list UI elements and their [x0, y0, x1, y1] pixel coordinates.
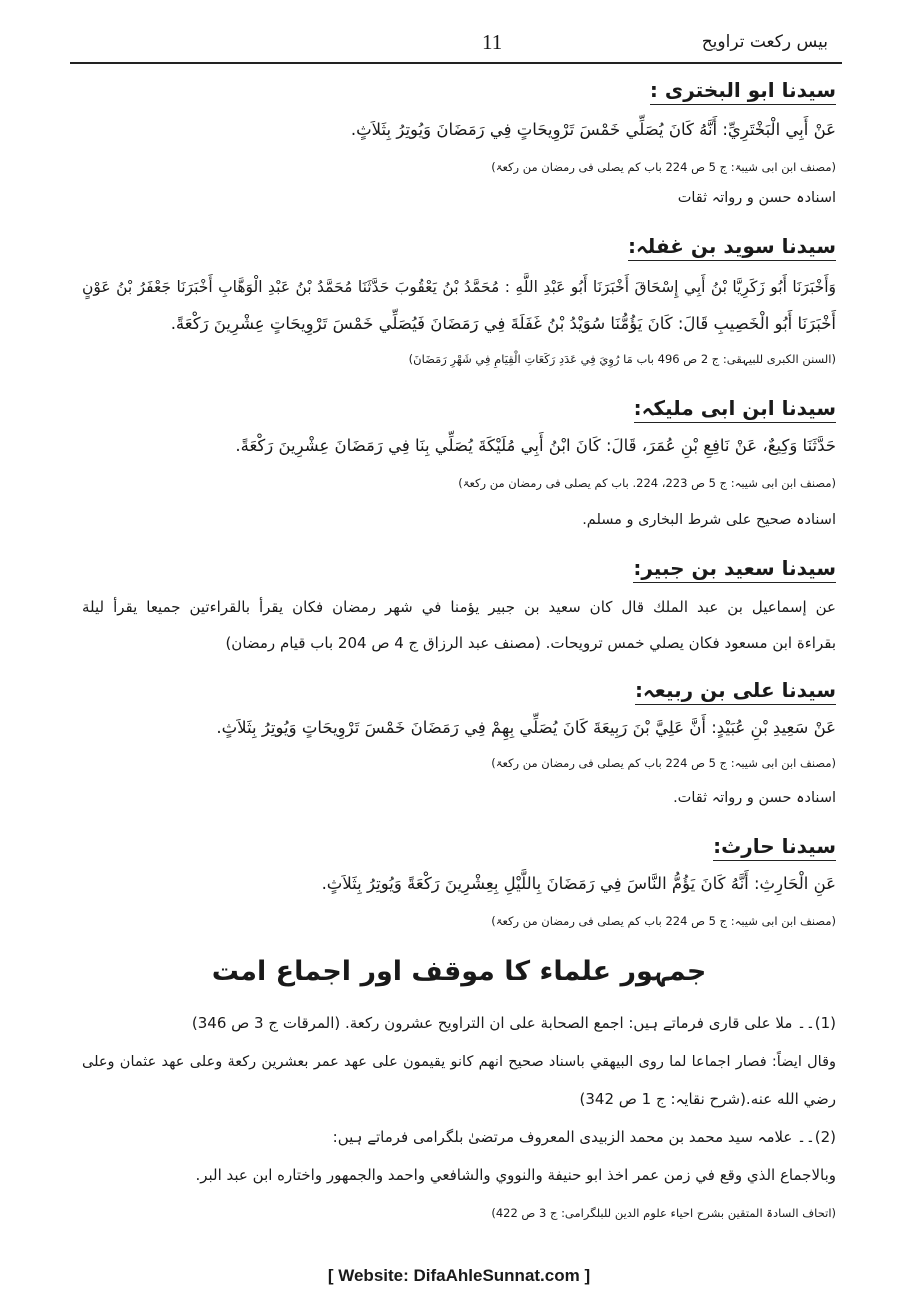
hadith-ali-rabia: عَنْ سَعِيدِ بْنِ عُبَيْدٍ: أَنَّ عَلِيَّ بْنَ رَبِيعَةَ كَانَ يُصَلِّي بِهِمْ فِي رَمَضَانَ خَمْسَ تَرْوِيحَاتٍ وَيُوتِرُ بِثَلاَثٍ. — [216, 718, 836, 737]
section-title-consensus: جمہور علماء کا موقف اور اجماع امت — [211, 956, 707, 987]
hadith-harith: عَنِ الْحَارِثِ: أَنَّهُ كَانَ يَؤُمُّ النَّاسَ فِي رَمَضَانَ بِاللَّيْلِ بِعِشْرِينَ رَكْعَةً وَيُوتِرُ بِثَلاَثٍ. — [321, 874, 836, 893]
consensus-item-2: (2)۔۔ علامہ سید محمد بن محمد الزبیدی المعروف مرتضیٰ بلگرامی فرماتے ہیں: — [332, 1128, 836, 1146]
consensus-item-1b-line1: وقال ايضاً: فصار اجماعا لما روى البيهقي باسناد صحيح انهم كانو يقيمون على عهد عمر بعشرين ركعة وعلى عهد عثمان وعلى — [82, 1054, 836, 1070]
reference-abi-mulaika: (مصنف ابن ابی شیبہ: ج 5 ص 223، 224. باب کم یصلی فی رمضان من رکعۃ) — [458, 476, 836, 490]
hadith-bukhtari: عَنْ أَبِي الْبَخْتَرِيِّ: أَنَّهُ كَانَ يُصَلِّي خَمْسَ تَرْوِيحَاتٍ فِي رَمَضَانَ وَيُوتِرُ بِثَلاَثٍ. — [350, 120, 836, 139]
athar-saeed-line2: بقراءة ابن مسعود فكان يصلي خمس ترويحات. (مصنف عبد الرزاق ج 4 ص 204 باب قیام رمضان) — [225, 634, 836, 652]
athar-saeed-line1: عن إسماعيل بن عبد الملك قال كان سعيد بن جبير يؤمنا في شهر رمضان فكان يقرأ بالقراءتين جميعا يقرأ ليلة — [82, 598, 836, 616]
grading-bukhtari: اسنادہ حسن و رواتہ ثقات — [677, 190, 836, 206]
consensus-item-1b-line2: رضي الله عنه.(شرح نقایہ: ج 1 ص 342) — [579, 1090, 836, 1108]
heading-bukhtari: سیدنا ابو البختری : — [650, 78, 836, 105]
consensus-item-2b: وبالاجماع الذي وقع في زمن عمر اخذ ابو حنيفة والنووي والشافعي واحمد والجمهور واختاره ابن عبد البر. — [195, 1166, 836, 1184]
hadith-suwaid-line1: وَأَخْبَرَنَا أَبُو زَكَرِيَّا بْنُ أَبِي إِسْحَاقَ أَخْبَرَنَا أَبُو عَبْدِ اللَّهِ : مُحَمَّدُ بْنُ يَعْقُوبَ حَدَّثَنَا مُحَمَّدُ بْنُ عَبْدِ الْوَهَّابِ أَخْبَرَنَا جَعْفَرُ بْنُ عَوْنٍ — [82, 278, 836, 296]
page-number: 11 — [482, 30, 503, 54]
reference-harith: (مصنف ابن ابی شیبہ: ج 5 ص 224 باب کم یصلی فی رمضان من رکعۃ) — [491, 914, 836, 928]
grading-abi-mulaika: اسنادہ صحیح علی شرط البخاری و مسلم. — [582, 512, 836, 528]
grading-ali-rabia: اسنادہ حسن و رواتہ ثقات. — [673, 790, 836, 806]
page-header — [70, 24, 840, 64]
header-rule — [70, 62, 842, 64]
heading-saeed: سیدنا سعید بن جبیر: — [633, 556, 836, 583]
heading-suwaid: سیدنا سوید بن غفلہ: — [628, 234, 836, 261]
heading-harith: سیدنا حارث: — [713, 834, 836, 861]
consensus-item-1: (1)۔۔ ملا علی قاری فرماتے ہیں: اجمع الصحابة على ان التراويح عشرون ركعة. (المرقات ج 3 ص 346) — [191, 1014, 836, 1032]
reference-suwaid: (السنن الکبری للبیہقی: ج 2 ص 496 باب مَا رُوِيَ فِي عَدَدِ رَكَعَاتِ الْقِيَامِ فِي شَهْرِ رَمَضَانَ) — [408, 352, 836, 366]
hadith-suwaid-line2: أَخْبَرَنَا أَبُو الْخَصِيبِ قَالَ: كَانَ يَؤُمُّنَا سُوَيْدُ بْنُ غَفَلَةَ فِي رَمَضَانَ فَيُصَلِّي خَمْسَ تَرْوِيحَاتٍ عِشْرِينَ رَكْعَةً. — [170, 314, 836, 333]
footer-website: [ Website: DifaAhleSunnat.com ] — [327, 1266, 591, 1285]
heading-ali-rabia: سیدنا علی بن ربیعہ: — [635, 678, 836, 705]
running-title: بیس رکعت تراویح — [701, 32, 828, 52]
reference-bukhtari: (مصنف ابن ابی شیبۃ: ج 5 ص 224 باب کم یصلی فی رمضان من رکعۃ) — [491, 160, 836, 174]
reference-ali-rabia: (مصنف ابن ابی شیبہ: ج 5 ص 224 باب کم یصلی فی رمضان من رکعۃ) — [491, 756, 836, 770]
consensus-item-2-reference: (اتحاف السادۃ المتقین بشرح احیاء علوم الدین للبلگرامی: ج 3 ص 422) — [491, 1206, 836, 1220]
hadith-abi-mulaika: حَدَّثَنَا وَكِيعٌ، عَنْ نَافِعِ بْنِ عُمَرَ، قَالَ: كَانَ ابْنُ أَبِي مُلَيْكَةَ يُصَلِّي بِنَا فِي رَمَضَانَ عِشْرِينَ رَكْعَةً. — [235, 436, 836, 455]
heading-abi-mulaika: سیدنا ابن ابی ملیکہ: — [634, 396, 836, 423]
